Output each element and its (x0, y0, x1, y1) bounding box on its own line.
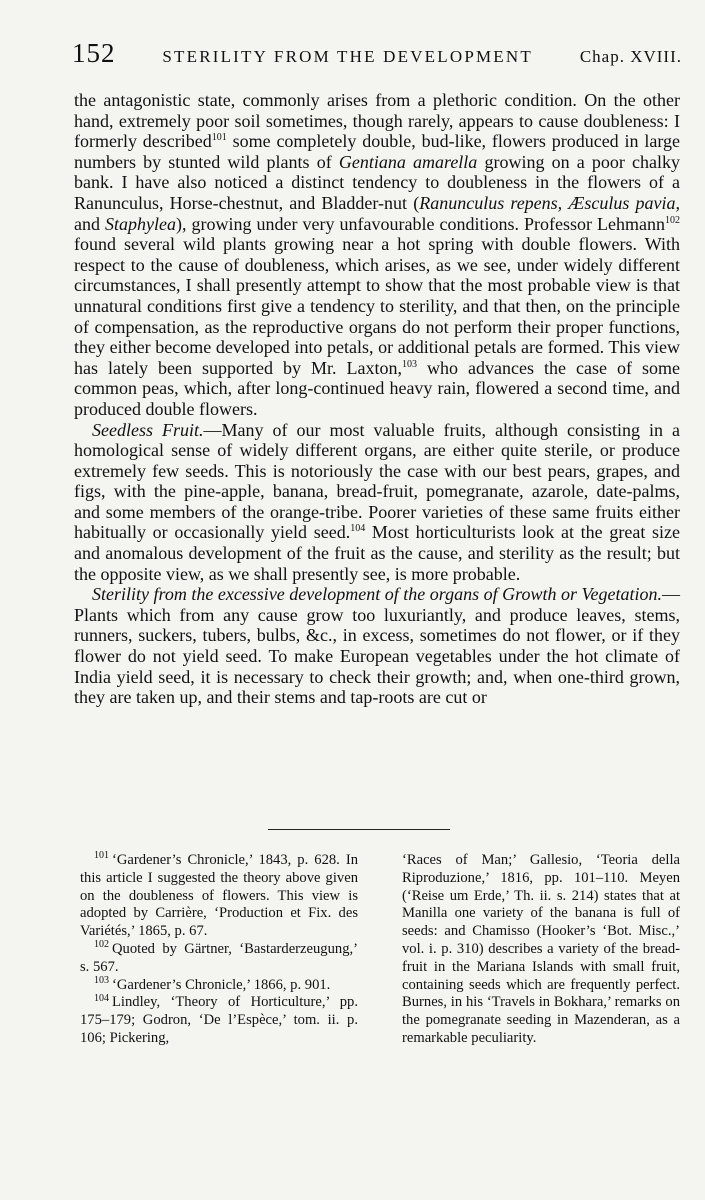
footnote-103 (80, 974, 358, 995)
running-title: STERILITY FROM THE DEVELOPMENT (162, 47, 533, 66)
footnote-ref: 102 (665, 214, 680, 226)
text-run: —Many of our most valuable fruits, although consisting in a homological sense of widely different organs, are either quite sterile, or produce extremely few seeds. This is notoriously the case with our best pears, grapes, and figs, with the pine-apple, banana, bread-fruit, pomegranate, azarole, date-palms, and some members of the orange-tribe. Poorer varieties of these same fruits either habitually or occasionally yield seed. (74, 419, 681, 543)
text-run: who advances the case of some common peas, which, after long-continued heavy rain, flowered a second time, and produced double flowers. (74, 357, 680, 419)
footnote-ref: 101 (211, 132, 227, 144)
italic-run: Gentiana amarella (338, 151, 478, 172)
footnote-104 (80, 994, 358, 1047)
footnote-number: 103 (94, 974, 109, 986)
footnote-102 (80, 941, 358, 977)
footnote-text: ‘Races of Man;’ Gallesio, ‘Teoria della Riproduzione,’ 1816, pp. 101–110. Meyen (‘Reise um Erde,’ Th. ii. s. 214) states that at Manilla one variety of the banana is full of seeds: and Chamisso (Hooker’s ‘Bot. Misc.,’ vol. i. p. 310) describes a variety of the bread-fruit in the Mariana Islands with small fruit, containing seeds which are frequently perfect. Burnes, in his ‘Travels in Bokhara,’ remarks on the pomegranate seeding in Mazenderan, as a remarkable peculiarity. (402, 852, 680, 1046)
text-run: the antagonistic state, commonly arises from a plethoric condition. On the other hand, extremely poor soil sometimes, though rarely, appears to cause doubleness: I formerly described (74, 90, 680, 152)
paragraph-doubleness (74, 90, 680, 420)
footnote-number: 102 (94, 939, 109, 951)
italic-run: Ranunculus repens, Æsculus pavia, (419, 192, 680, 213)
text-run: growing on a poor chalky bank. I have also noticed a distinct tendency to doubleness in the flowers of a Ranunculus, Horse-chestnut, and Bladder-nut ( (74, 151, 680, 213)
paragraph-sterility-growth (74, 584, 680, 708)
section-heading: Sterility from the excessive development of the organs of Growth or Vegetation. (92, 584, 662, 605)
footnotes (80, 852, 680, 1048)
footnote-divider (268, 829, 450, 830)
footnote-number: 104 (94, 992, 109, 1004)
paragraph-seedless-fruit (74, 420, 680, 585)
running-header (72, 38, 682, 70)
footnote-text: Lindley, ‘Theory of Horticulture,’ pp. 175–179; Godron, ‘De l’Espèce,’ tom. ii. p. 106; Pickering, (80, 994, 358, 1046)
footnote-column-left (80, 852, 358, 1048)
text-run: ), growing under very unfavourable conditions. Professor Lehmann (176, 213, 665, 234)
footnote-ref: 104 (350, 523, 366, 535)
footnote-ref: 103 (402, 358, 418, 370)
footnote-text: ‘Gardener’s Chronicle,’ 1843, p. 628. In this article I suggested the theory above given on the doubleness of flowers. This view is adopted by Carrière, ‘Production et Fix. des Variétés,’ 1865, p. 67. (80, 852, 358, 940)
footnote-column-right (402, 852, 680, 1048)
text-run: and (74, 213, 106, 234)
text-run: —Plants which from any cause grow too luxuriantly, and produce leaves, stems, runners, suckers, tubers, bulbs, &c., in excess, sometimes do not flower, or if they flower do not yield seed. To make European vegetables under the hot climate of India yield seed, it is necessary to check their growth; and, when one-third grown, they are taken up, and their stems and tap-roots are cut or (74, 584, 680, 708)
italic-run: Staphylea (105, 213, 176, 234)
footnote-number: 101 (94, 850, 109, 862)
text-run: Most horticulturists look at the great size and anomalous development of the fruit as the cause, and sterility as the result; but the opposite view, as we shall presently see, is more probable. (74, 522, 680, 584)
chapter-label: Chap. XVIII. (579, 47, 682, 66)
footnote-text: ‘Gardener’s Chronicle,’ 1866, p. 901. (112, 976, 331, 993)
main-text (74, 90, 680, 708)
text-run: found several wild plants growing near a hot spring with double flowers. With respect to the cause of doubleness, which arises, as we see, under widely different circumstances, I shall presently attempt to show that the most probable view is that unnatural conditions first give a tendency to sterility, and that then, on the principle of compensation, as the reproductive organs do not perform their proper functions, they either become developed into petals, or additional petals are formed. This view has lately been supported by Mr. Laxton, (74, 234, 680, 378)
footnote-text: Quoted by Gärtner, ‘Bastarderzeugung,’ s. 567. (80, 940, 358, 975)
text-run: some completely double, bud-like, flowers produced in large numbers by stunted wild plants of (74, 131, 680, 172)
footnote-101 (80, 852, 358, 941)
footnote-104-continued (402, 852, 680, 1048)
page-number: 152 (72, 38, 116, 68)
section-heading: Seedless Fruit. (92, 419, 204, 440)
